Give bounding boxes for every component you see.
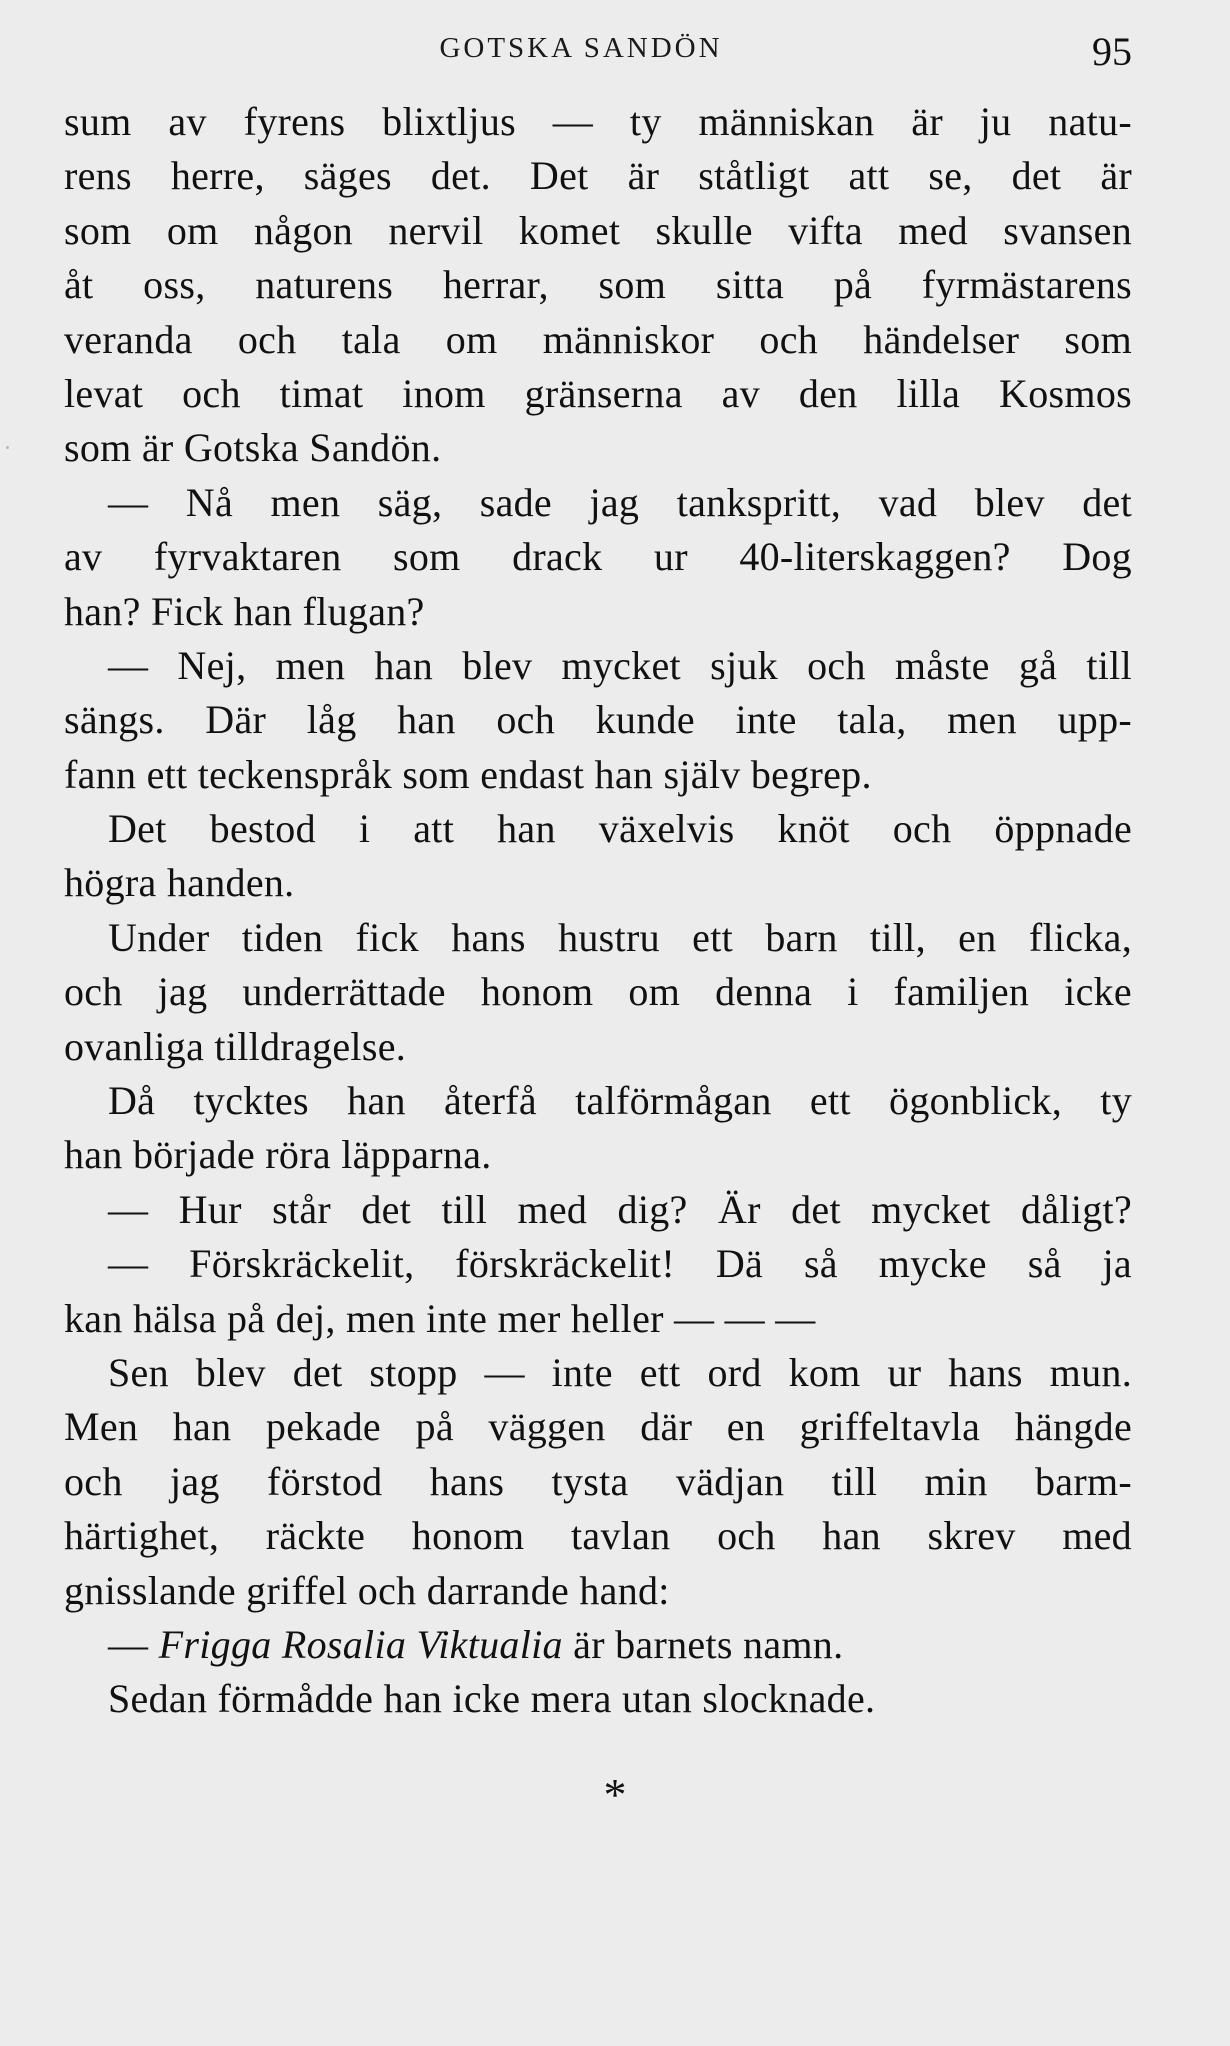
text-line: som om någon nervil komet skulle vifta med svansen [64, 207, 1132, 253]
text-line: sängs. Där låg han och kunde inte tala, men upp- [64, 697, 1132, 743]
text-line: och jag förstod hans tysta vädjan till min barm- [64, 1458, 1132, 1504]
text-line: — Nå men säg, sade jag tankspritt, vad blev det [108, 479, 1132, 525]
scan-speck [6, 446, 9, 449]
text-line: ovanliga tilldragelse. [64, 1023, 407, 1069]
dialogue-rest: är barnets namn. [573, 1621, 844, 1667]
dialogue-dash: — [108, 1621, 149, 1667]
text-line: han började röra läpparna. [64, 1132, 492, 1178]
text-line: kan hälsa på dej, men inte mer heller — — — [64, 1295, 816, 1341]
text-line: rens herre, säges det. Det är ståtligt att se, det är [64, 153, 1132, 199]
text-line: som är Gotska Sandön. [64, 425, 442, 471]
text-line: fann ett teckenspråk som endast han själv begrep. [64, 751, 872, 797]
text-line: åt oss, naturens herrar, som sitta på fyrmästarens [64, 262, 1132, 308]
running-head: GOTSKA SANDÖN [439, 32, 723, 64]
child-name: Frigga Rosalia Viktualia [158, 1621, 563, 1667]
body-text [64, 95, 1132, 1727]
text-line: och jag underrättade honom om denna i familjen icke [64, 969, 1132, 1015]
text-line: härtighet, räckte honom tavlan och han skrev med [64, 1513, 1132, 1559]
text-line: — Förskräckelit, förskräckelit! Dä så mycke så ja [108, 1241, 1132, 1287]
text-line: — Hur står det till med dig? Är det mycket dåligt? [108, 1186, 1132, 1232]
page-number: 95 [1092, 29, 1132, 74]
text-line: av fyrvaktaren som drack ur 40-literskaggen? Dog [64, 534, 1132, 580]
text-line: veranda och tala om människor och händelser som [64, 316, 1132, 362]
text-line: Men han pekade på väggen där en griffeltavla hängde [64, 1404, 1132, 1450]
text-line: han? Fick han flugan? [64, 588, 425, 634]
dialogue-line [64, 1618, 1132, 1672]
text-line: Sen blev det stopp — inte ett ord kom ur hans mun. [108, 1349, 1132, 1395]
text-line: Det bestod i att han växelvis knöt och öppnade [108, 806, 1132, 852]
text-line: sum av fyrens blixtljus — ty människan är ju natu- [64, 99, 1132, 144]
text-line: levat och timat inom gränserna av den lilla Kosmos [64, 370, 1132, 416]
page-header [0, 24, 1230, 84]
text-line: högra handen. [64, 860, 295, 906]
section-separator: * [603, 1769, 627, 1820]
text-line: Sedan förmådde han icke mera utan slocknade. [108, 1676, 876, 1722]
text-line: Då tycktes han återfå talförmågan ett ögonblick, ty [108, 1078, 1132, 1124]
text-line: gnisslande griffel och darrande hand: [64, 1567, 670, 1613]
text-line: Under tiden fick hans hustru ett barn till, en flicka, [108, 914, 1132, 960]
text-line: — Nej, men han blev mycket sjuk och måste gå till [108, 642, 1132, 688]
